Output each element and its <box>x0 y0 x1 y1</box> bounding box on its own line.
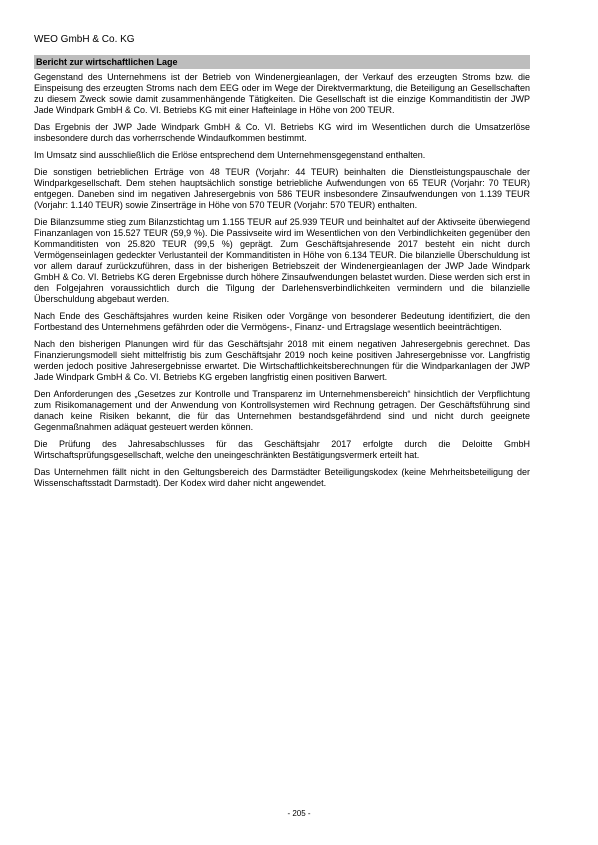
paragraph-outlook: Nach den bisherigen Planungen wird für das Geschäftsjahr 2018 mit einem negativen Jahresergebnis gerechnet. Das Finanzierungsmodell sieht mittelfristig bis zum Geschäftsjahr 2019 noch keine positiven Jahresergebnisse vor. Langfristig werden jedoch positive Jahresergebnisse erwartet. Die Wirtschaftlichkeitsberechnungen für die Windparkanlagen der JWP Jade Windpark GmbH & Co. VI. Betriebs KG ergeben langfristig einen positiven Barwert. <box>34 339 530 382</box>
paragraph-governance-code: Das Unternehmen fällt nicht in den Geltungsbereich des Darmstädter Beteiligungskodex (keine Mehrheitsbeteiligung der Wissenschaftsstadt Darmstadt). Der Kodex wird daher nicht angewendet. <box>34 467 530 488</box>
section-title: Bericht zur wirtschaftlichen Lage <box>34 55 530 69</box>
paragraph-risks: Nach Ende des Geschäftsjahres wurden keine Risiken oder Vorgänge von besonderer Bedeutung identifiziert, die den Fortbestand des Unternehmens gefährden oder die Vermögens-, Finanz- und Ertragslage wesentlich beeinträchtigen. <box>34 311 530 332</box>
paragraph-audit: Die Prüfung des Jahresabschlusses für das Geschäftsjahr 2017 erfolgte durch die Deloitte GmbH Wirtschaftsprüfungsgesellschaft, welche den uneingeschränkten Bestätigungsvermerk erteilt hat. <box>34 439 530 460</box>
paragraph-business-purpose: Gegenstand des Unternehmens ist der Betrieb von Windenergieanlagen, der Verkauf des erzeugten Stroms bzw. die Einspeisung des erzeugten Stroms nach dem EEG oder im Wege der Direktvermarktung, die Beteiligung an Gesellschaften zu diesem Zweck sowie damit zusammenhängende Tätigkeiten. Die Gesellschaft ist die einzige Kommanditistin der JWP Jade Windpark GmbH & Co. VI. Betriebs KG mit einer Hafteinlage in Höhe von 200 TEUR. <box>34 72 530 115</box>
paragraph-result-drivers: Das Ergebnis der JWP Jade Windpark GmbH & Co. VI. Betriebs KG wird im Wesentlichen durch die Umsatzerlöse insbesondere durch das vorherrschende Windaufkommen bestimmt. <box>34 122 530 143</box>
paragraph-risk-management: Den Anforderungen des „Gesetzes zur Kontrolle und Transparenz im Unternehmensbereich“ hinsichtlich der Verpflichtung zum Risikomanagement und der Anwendung von Kontrollsystemen wird Rechnung getragen. Der Geschäftsführung sind danach keine Risiken bekannt, die für das Unternehmen bestandsgefährdend sind und nicht durch geeignete Gegenmaßnahmen adäquat gesteuert werden können. <box>34 389 530 432</box>
company-header: WEO GmbH & Co. KG <box>34 34 135 45</box>
report-body <box>34 72 530 495</box>
paragraph-balance-sheet: Die Bilanzsumme stieg zum Bilanzstichtag um 1.155 TEUR auf 25.939 TEUR und beinhaltet auf der Aktivseite überwiegend Finanzanlagen von 15.527 TEUR (59,9 %). Die Passivseite wird im Wesentlichen von den Verbindlichkeiten gegenüber den Kommanditisten von 25.820 TEUR (99,5 %) geprägt. Zum Geschäftsjahresende 2017 besteht ein nicht durch Vermögenseinlagen gedeckter Verlustanteil der Kommanditisten in Höhe von 6.134 TEUR. Die bilanzielle Überschuldung ist vor allem darauf zurückzuführen, dass in der bisherigen Betriebszeit der Windenergieanlagen der JWP Jade Windpark GmbH & Co. VI. Betriebs KG deren Ergebnisse durch höhere Zinsaufwendungen belastet wurden. Diese werden sich erst in den Folgejahren voraussichtlich durch die Tilgung der Darlehensverbindlichkeiten vermindern und die bilanzielle Überschuldung abgebaut werden. <box>34 217 530 304</box>
paragraph-revenue: Im Umsatz sind ausschließlich die Erlöse entsprechend dem Unternehmensgegenstand enthalten. <box>34 150 426 160</box>
paragraph-other-income: Die sonstigen betrieblichen Erträge von 48 TEUR (Vorjahr: 44 TEUR) beinhalten die Dienstleistungspauschale der Windparkgesellschaft. Dem stehen hauptsächlich sonstige betriebliche Aufwendungen von 65 TEUR (Vorjahr: 70 TEUR) entgegen. Daneben sind im negativen Jahresergebnis von 586 TEUR insbesondere Zinsaufwendungen von 1.139 TEUR (Vorjahr: 1.140 TEUR) sowie Zinserträge in Höhe von 570 TEUR (Vorjahr: 570 TEUR) enthalten. <box>34 167 530 210</box>
page-number: - 205 - <box>287 809 311 818</box>
